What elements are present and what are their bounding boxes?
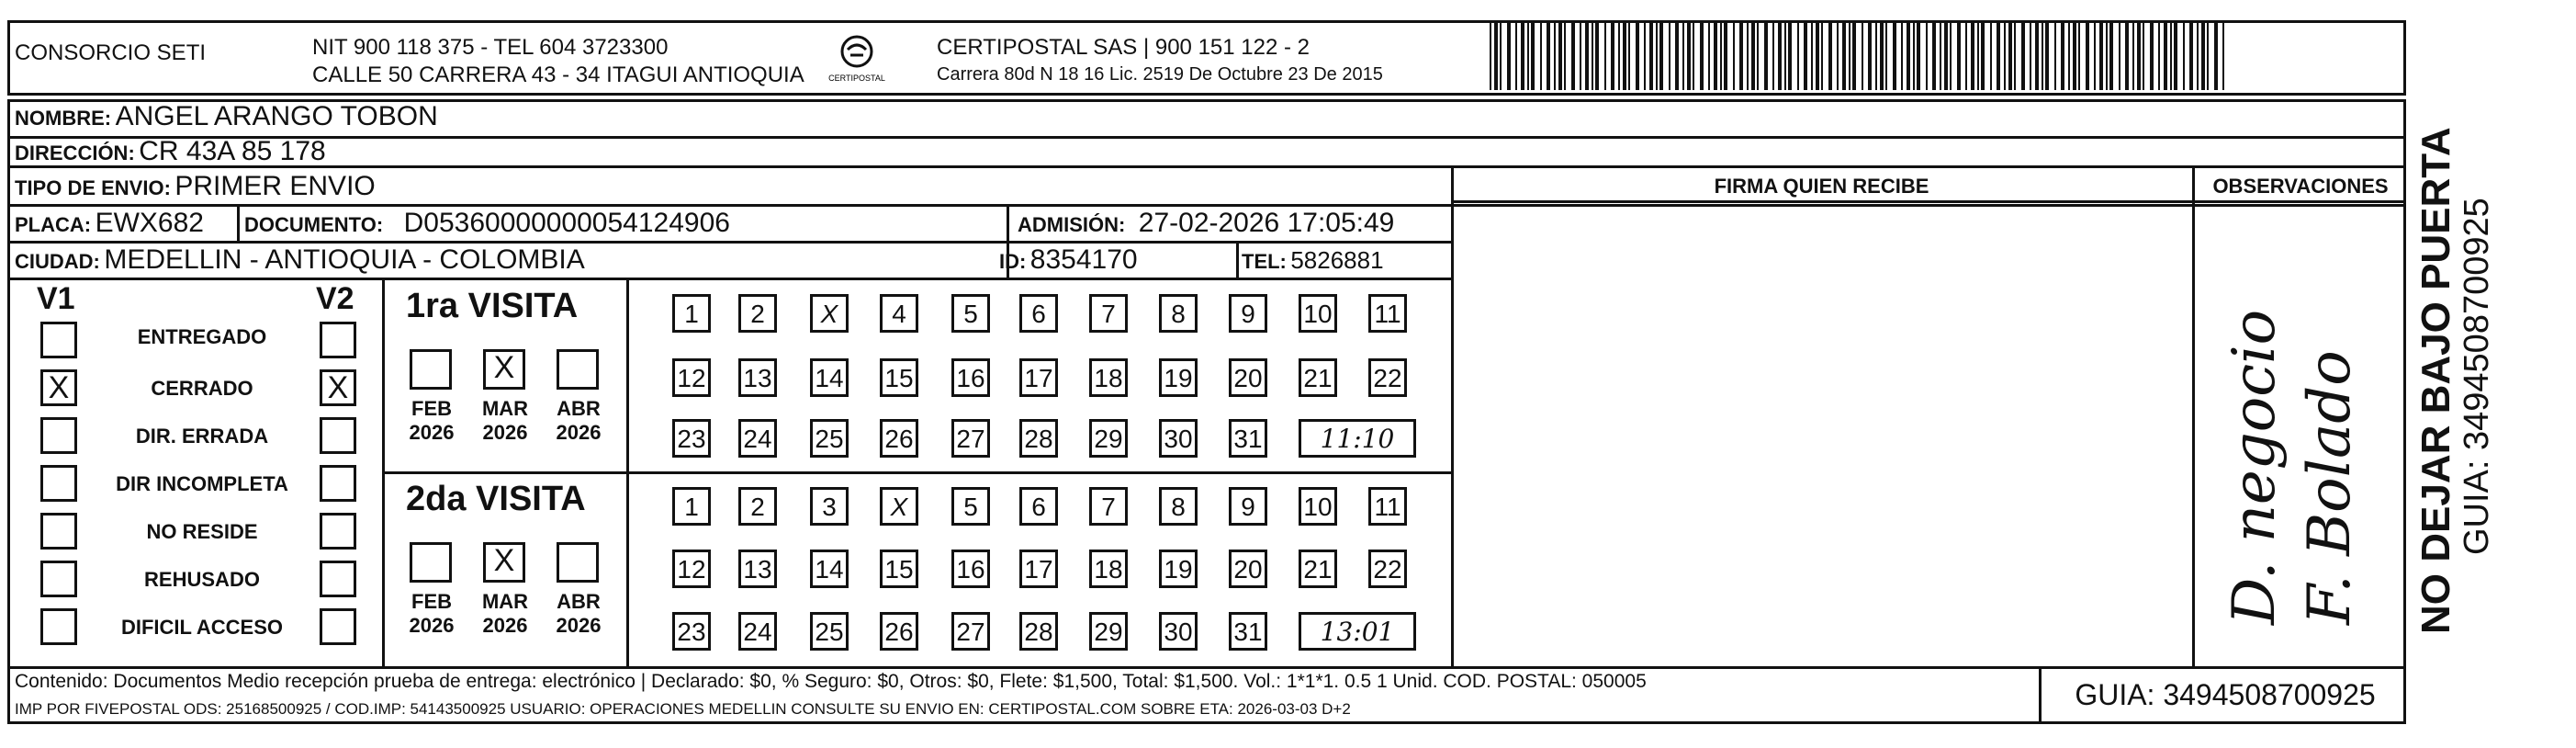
v2-checkbox[interactable]: [320, 561, 356, 597]
day-box[interactable]: 8: [1159, 487, 1198, 526]
barcode-bar: [1907, 20, 1910, 90]
barcode-bar: [1944, 20, 1948, 90]
barcode-bar: [1659, 20, 1663, 90]
day-box[interactable]: 28: [1019, 419, 1058, 458]
tel-field: [1242, 246, 1384, 275]
footer-imp: IMP POR FIVEPOSTAL ODS: 25168500925 / COD.IMP: 54143500925 USUARIO: OPERACIONES MEDELLIN CONSULTE SU ENVIO EN: CERTIPOSTAL.COM SOBRE ETA: 2026-03-03 D+2: [15, 700, 1351, 718]
barcode-bar: [2004, 20, 2006, 90]
barcode-bar: [1772, 20, 1774, 90]
v1-label: V1: [37, 281, 75, 316]
barcode-bar: [1547, 20, 1550, 90]
barcode-bar: [1751, 20, 1755, 90]
month-name: MAR: [481, 590, 529, 613]
nit-line: NIT 900 118 375 - TEL 604 3723300: [312, 35, 669, 60]
barcode-bar: [1842, 20, 1846, 90]
day-box[interactable]: 3: [810, 487, 849, 526]
barcode-bar: [1554, 20, 1556, 90]
side-no-dejar: NO DEJAR BAJO PUERTA: [2413, 127, 2458, 634]
day-box[interactable]: X: [810, 294, 849, 333]
side-guia: GUIA: 3494508700925: [2458, 198, 2496, 555]
barcode-bar: [2068, 20, 2070, 90]
day-box[interactable]: 10: [1299, 487, 1337, 526]
documento-value: D05360000000054124906: [403, 208, 730, 238]
first-visit-title: 1ra VISITA: [406, 287, 579, 325]
barcode-bar: [2183, 20, 2185, 90]
state-label: DIR. ERRADA: [135, 425, 269, 448]
day-box[interactable]: 20: [1229, 550, 1267, 588]
barcode-bar: [1656, 20, 1658, 90]
barcode-bar: [2035, 20, 2039, 90]
tipo-value: PRIMER ENVIO: [174, 171, 376, 201]
barcode-bar: [2143, 20, 2144, 90]
day-box[interactable]: 31: [1229, 419, 1267, 458]
month-label: [551, 590, 606, 638]
barcode-bar: [1693, 20, 1694, 90]
documento-label: DOCUMENTO:: [244, 213, 384, 236]
barcode-bar: [1733, 20, 1735, 90]
month-checkbox[interactable]: [557, 349, 599, 390]
barcode-bar: [1849, 20, 1850, 90]
state-label: ENTREGADO: [137, 325, 267, 348]
day-box[interactable]: 26: [880, 612, 918, 651]
documento-field: [244, 208, 730, 239]
day-box[interactable]: 2: [738, 487, 777, 526]
day-box[interactable]: 1: [672, 487, 711, 526]
month-checkbox[interactable]: [557, 542, 599, 583]
day-box[interactable]: 24: [738, 612, 777, 651]
day-box[interactable]: 18: [1089, 550, 1128, 588]
barcode-bar: [2042, 20, 2043, 90]
barcode-bar: [2094, 20, 2096, 90]
day-box[interactable]: 29: [1089, 612, 1128, 651]
day-box[interactable]: 31: [1229, 612, 1267, 651]
day-box[interactable]: 25: [810, 419, 849, 458]
barcode-bar: [2109, 20, 2113, 90]
barcode-bar: [1932, 20, 1936, 90]
direccion-value: CR 43A 85 178: [139, 136, 326, 166]
barcode-bar: [1917, 20, 1920, 90]
barcode-bar: [1618, 20, 1620, 90]
footer-contenido: Contenido: Documentos Medio recepción prueba de entrega: electrónico | Declarado: $0, % Seguro: $0, Otros: $0, Flete: $1,500, Total: $1,500. Vol.: 1*1*1. 0.5 1 Unid. COD. POSTAL: 050005: [15, 671, 1647, 692]
barcode-bar: [1708, 20, 1710, 90]
day-box[interactable]: 15: [880, 550, 918, 588]
month-label: [478, 590, 533, 638]
certipostal-line: CERTIPOSTAL SAS | 900 151 122 - 2: [937, 35, 1310, 60]
day-box[interactable]: 17: [1019, 550, 1058, 588]
day-box[interactable]: 27: [951, 419, 990, 458]
barcode-bar: [1494, 20, 1498, 90]
barcode-bar: [1950, 20, 1952, 90]
barcode-bar: [1852, 20, 1856, 90]
state-label: REHUSADO: [144, 568, 260, 591]
day-box[interactable]: 8: [1159, 294, 1198, 333]
day-box[interactable]: 18: [1089, 358, 1128, 397]
day-box[interactable]: X: [880, 487, 918, 526]
v2-label: V2: [316, 281, 354, 316]
barcode-bar: [1580, 20, 1581, 90]
nombre-field: [15, 101, 438, 132]
admision-value: 27-02-2026 17:05:49: [1138, 208, 1395, 238]
v1-checkbox[interactable]: [40, 417, 77, 454]
barcode-bar: [1784, 20, 1786, 90]
day-box[interactable]: 28: [1019, 612, 1058, 651]
v1-checkbox[interactable]: X: [40, 369, 77, 406]
nombre-label: NOMBRE:: [15, 107, 112, 130]
logo-text: CERTIPOSTAL: [828, 74, 885, 83]
day-box[interactable]: 23: [672, 612, 711, 651]
barcode-bar: [1595, 20, 1599, 90]
barcode-bar: [1811, 20, 1813, 90]
barcode-bar: [2021, 20, 2025, 90]
direccion-label: DIRECCIÓN:: [15, 142, 135, 164]
barcode-bar: [1636, 20, 1639, 90]
month-label: [551, 397, 606, 445]
barcode-bar: [1880, 20, 1884, 90]
nombre-value: ANGEL ARANGO TOBON: [115, 101, 438, 131]
month-label: [404, 590, 459, 638]
barcode-bar: [1778, 20, 1782, 90]
day-box[interactable]: 10: [1299, 294, 1337, 333]
month-year: 2026: [409, 614, 455, 637]
barcode-bar: [1893, 20, 1896, 90]
month-name: MAR: [481, 397, 529, 420]
state-label: DIR INCOMPLETA: [116, 472, 288, 495]
barcode-bar: [1585, 20, 1589, 90]
placa-field: [15, 208, 204, 239]
day-box[interactable]: 30: [1159, 612, 1198, 651]
v2-checkbox[interactable]: [320, 322, 356, 358]
time-box[interactable]: 13:01: [1299, 612, 1416, 651]
handwriting-line1: D. negocio: [2221, 309, 2289, 625]
tipo-label: TIPO DE ENVIO:: [15, 176, 171, 199]
day-box[interactable]: 20: [1229, 358, 1267, 397]
direccion-field: [15, 136, 326, 167]
barcode-bar: [1926, 20, 1928, 90]
month-checkbox[interactable]: X: [483, 542, 525, 583]
day-box[interactable]: 5: [951, 487, 990, 526]
barcode-bar: [1797, 20, 1799, 90]
barcode-bar: [1957, 20, 1961, 90]
barcode-bar: [1875, 20, 1877, 90]
month-year: 2026: [556, 421, 602, 444]
day-box[interactable]: 9: [1229, 487, 1267, 526]
barcode-bar: [1531, 20, 1535, 90]
month-year: 2026: [482, 421, 528, 444]
barcode-bar: [1669, 20, 1670, 90]
ciudad-label: CIUDAD:: [15, 250, 100, 273]
barcode-bar: [1816, 20, 1819, 90]
barcode-bar: [2189, 20, 2193, 90]
v1-checkbox[interactable]: [40, 465, 77, 502]
barcode-bar: [1837, 20, 1839, 90]
license-line: Carrera 80d N 18 16 Lic. 2519 De Octubre 23 De 2015: [937, 64, 1383, 85]
barcode-bar: [1564, 20, 1566, 90]
ciudad-field: [15, 244, 585, 276]
day-box[interactable]: 9: [1229, 294, 1267, 333]
barcode-bar: [2119, 20, 2120, 90]
barcode-bar: [1757, 20, 1759, 90]
barcode-bar: [2073, 20, 2076, 90]
barcode-bar: [1490, 20, 1491, 90]
barcode-bar: [2086, 20, 2089, 90]
day-box[interactable]: 30: [1159, 419, 1198, 458]
barcode-bar: [2214, 20, 2218, 90]
barcode-bar: [2174, 20, 2177, 90]
barcode-bar: [1990, 20, 1992, 90]
barcode-bar: [1682, 20, 1684, 90]
day-box[interactable]: 11: [1368, 487, 1407, 526]
admision-field: [1018, 208, 1394, 239]
day-box[interactable]: 13: [738, 358, 777, 397]
barcode-bar: [1977, 20, 1979, 90]
month-name: FEB: [411, 397, 452, 420]
month-checkbox[interactable]: X: [483, 349, 525, 390]
barcode-bar: [1527, 20, 1529, 90]
barcode-bar: [1700, 20, 1704, 90]
day-box[interactable]: 19: [1159, 550, 1198, 588]
barcode-bar: [1623, 20, 1626, 90]
tipo-field: [15, 171, 376, 202]
barcode-bar: [2125, 20, 2129, 90]
barcode-bar: [2137, 20, 2141, 90]
barcode-bar: [1558, 20, 1562, 90]
barcode-bar: [1971, 20, 1974, 90]
day-box[interactable]: 7: [1089, 294, 1128, 333]
day-box[interactable]: 6: [1019, 294, 1058, 333]
barcode-bar: [1885, 20, 1887, 90]
barcode-bar: [2008, 20, 2012, 90]
day-box[interactable]: 15: [880, 358, 918, 397]
barcode-bar: [1571, 20, 1575, 90]
handwriting-line2: F. Bolado: [2296, 350, 2364, 625]
day-box[interactable]: 12: [672, 550, 711, 588]
barcode-bar: [2222, 20, 2224, 90]
barcode-bar: [1868, 20, 1872, 90]
barcode-bar: [1500, 20, 1502, 90]
barcode-bar: [1644, 20, 1646, 90]
barcode-bar: [2014, 20, 2016, 90]
firma-header: FIRMA QUIEN RECIBE: [1714, 175, 1929, 198]
barcode-bar: [1862, 20, 1863, 90]
day-box[interactable]: 17: [1019, 358, 1058, 397]
v2-checkbox[interactable]: [320, 417, 356, 454]
month-name: ABR: [557, 590, 601, 613]
barcode-bar: [1997, 20, 2000, 90]
day-box[interactable]: 22: [1368, 550, 1407, 588]
day-box[interactable]: 22: [1368, 358, 1407, 397]
day-box[interactable]: 26: [880, 419, 918, 458]
barcode-bar: [2054, 20, 2056, 90]
day-box[interactable]: 13: [738, 550, 777, 588]
barcode-bar: [1965, 20, 1967, 90]
barcode-bar: [2150, 20, 2154, 90]
barcode-bar: [1981, 20, 1985, 90]
observaciones-header: OBSERVACIONES: [2212, 175, 2389, 198]
v1-checkbox[interactable]: [40, 513, 77, 550]
day-box[interactable]: 4: [880, 294, 918, 333]
barcode-bar: [1764, 20, 1768, 90]
placa-label: PLACA:: [15, 213, 92, 236]
day-box[interactable]: 19: [1159, 358, 1198, 397]
day-box[interactable]: 16: [951, 358, 990, 397]
ciudad-value: MEDELLIN - ANTIOQUIA - COLOMBIA: [104, 244, 585, 275]
barcode-bar: [1788, 20, 1792, 90]
day-box[interactable]: 14: [810, 358, 849, 397]
barcode-bar: [1828, 20, 1832, 90]
barcode-bar: [1724, 20, 1727, 90]
barcode-icon: [1490, 20, 2224, 90]
barcode-bar: [1521, 20, 1524, 90]
barcode-bar: [1747, 20, 1749, 90]
month-year: 2026: [556, 614, 602, 637]
barcode-bar: [2132, 20, 2134, 90]
day-box[interactable]: 24: [738, 419, 777, 458]
barcode-bar: [2078, 20, 2080, 90]
barcode-bar: [1739, 20, 1743, 90]
v1-checkbox[interactable]: [40, 608, 77, 645]
day-box[interactable]: 11: [1368, 294, 1407, 333]
barcode-bar: [2030, 20, 2031, 90]
day-box[interactable]: 21: [1299, 358, 1337, 397]
admision-label: ADMISIÓN:: [1018, 213, 1126, 236]
barcode-bar: [1901, 20, 1903, 90]
barcode-bar: [1611, 20, 1614, 90]
month-label: [478, 397, 533, 445]
day-box[interactable]: 2: [738, 294, 777, 333]
day-box[interactable]: 21: [1299, 550, 1337, 588]
time-box[interactable]: 11:10: [1299, 419, 1416, 458]
barcode-bar: [2164, 20, 2167, 90]
barcode-bar: [1714, 20, 1717, 90]
certipostal-logo-icon: [823, 33, 891, 85]
barcode-bar: [1913, 20, 1915, 90]
state-label: CERRADO: [151, 377, 253, 400]
barcode-bar: [1592, 20, 1593, 90]
v2-checkbox[interactable]: [320, 608, 356, 645]
day-box[interactable]: 12: [672, 358, 711, 397]
barcode-bar: [1675, 20, 1679, 90]
barcode-bar: [2197, 20, 2199, 90]
barcode-bar: [1821, 20, 1823, 90]
second-visit-title: 2da VISITA: [406, 480, 586, 518]
v2-checkbox[interactable]: [320, 465, 356, 502]
day-box[interactable]: 27: [951, 612, 990, 651]
barcode-bar: [1540, 20, 1542, 90]
barcode-bar: [2061, 20, 2064, 90]
barcode-bar: [1515, 20, 1517, 90]
barcode-bar: [1687, 20, 1691, 90]
barcode-bar: [1649, 20, 1653, 90]
day-box[interactable]: 23: [672, 419, 711, 458]
month-year: 2026: [409, 421, 455, 444]
footer-guia: GUIA: 3494508700925: [2075, 678, 2376, 711]
address-line: CALLE 50 CARRERA 43 - 34 ITAGUI ANTIOQUIA: [312, 62, 804, 87]
barcode-bar: [1940, 20, 1941, 90]
barcode-bar: [2207, 20, 2209, 90]
barcode-bar: [1604, 20, 1606, 90]
state-label: NO RESIDE: [146, 520, 258, 543]
tel-value: 5826881: [1290, 246, 1384, 274]
day-box[interactable]: 25: [810, 612, 849, 651]
month-name: FEB: [411, 590, 452, 613]
v1-checkbox[interactable]: [40, 322, 77, 358]
barcode-bar: [2158, 20, 2160, 90]
company-name: CONSORCIO SETI: [15, 40, 207, 65]
tel-label: TEL:: [1242, 250, 1287, 273]
barcode-bar: [1804, 20, 1807, 90]
day-box[interactable]: 6: [1019, 487, 1058, 526]
v2-checkbox[interactable]: [320, 513, 356, 550]
barcode-bar: [2099, 20, 2103, 90]
barcode-bar: [2201, 20, 2205, 90]
state-label: DIFICIL ACCESO: [120, 616, 283, 639]
month-label: [404, 397, 459, 445]
barcode-bar: [2106, 20, 2108, 90]
placa-value: EWX682: [95, 208, 204, 238]
id-field: [999, 244, 1138, 276]
month-checkbox[interactable]: [410, 349, 452, 390]
barcode-bar: [1628, 20, 1630, 90]
day-box[interactable]: 1: [672, 294, 711, 333]
day-box[interactable]: 14: [810, 550, 849, 588]
day-box[interactable]: 16: [951, 550, 990, 588]
month-checkbox[interactable]: [410, 542, 452, 583]
v1-checkbox[interactable]: [40, 561, 77, 597]
barcode-bar: [2045, 20, 2049, 90]
barcode-bar: [1720, 20, 1722, 90]
month-name: ABR: [557, 397, 601, 420]
id-value: 8354170: [1029, 244, 1138, 275]
barcode-bar: [1507, 20, 1511, 90]
month-year: 2026: [482, 614, 528, 637]
barcode-bar: [2170, 20, 2172, 90]
day-box[interactable]: 5: [951, 294, 990, 333]
id-label: ID:: [999, 250, 1027, 273]
v2-checkbox[interactable]: X: [320, 369, 356, 406]
day-box[interactable]: 7: [1089, 487, 1128, 526]
day-box[interactable]: 29: [1089, 419, 1128, 458]
